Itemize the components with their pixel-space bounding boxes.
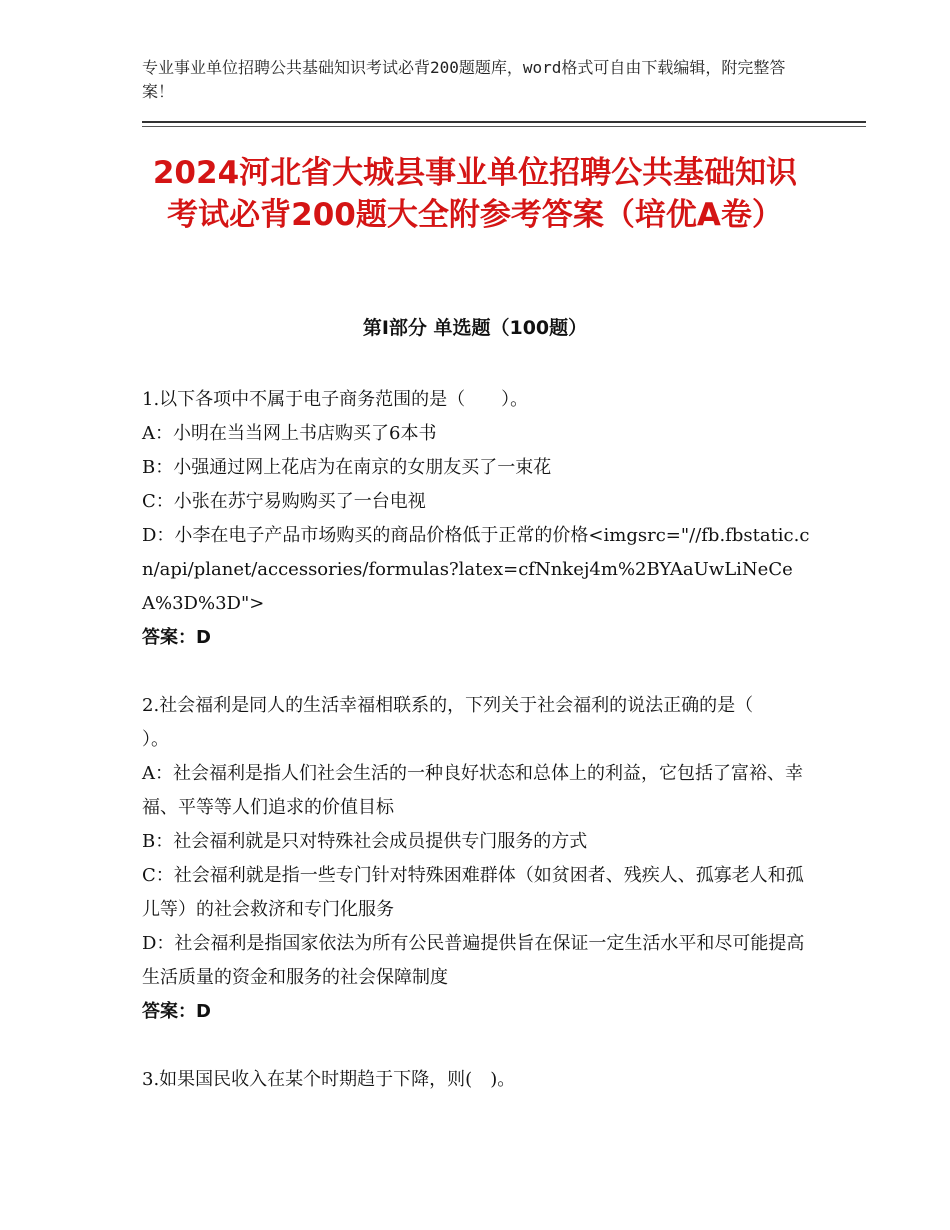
option-a: A：社会福利是指人们社会生活的一种良好状态和总体上的利益，它包括了富裕、幸福、平等等人们追求的价值目标	[142, 763, 803, 818]
header-note: 专业事业单位招聘公共基础知识考试必背200题题库，word格式可自由下载编辑，附完整答案！	[142, 58, 786, 101]
header-divider	[142, 121, 866, 123]
option-b: B：小强通过网上花店为在南京的女朋友买了一束花	[142, 457, 552, 478]
question-text: 2.社会福利是同人的生活幸福相联系的，下列关于社会福利的说法正确的是（ ）。	[142, 695, 790, 750]
question-3	[142, 1063, 812, 1097]
question-text: 1.以下各项中不属于电子商务范围的是（ ）。	[142, 389, 529, 410]
answer-label: 答案：D	[142, 1001, 211, 1022]
answer-label: 答案：D	[142, 627, 211, 648]
document-title: 2024河北省大城县事业单位招聘公共基础知识考试必背200题大全附参考答案（培优A卷）	[152, 155, 798, 233]
header-divider-thin	[142, 126, 866, 127]
option-d: D：社会福利是指国家依法为所有公民普遍提供旨在保证一定生活水平和尽可能提高生活质量的资金和服务的社会保障制度	[142, 933, 805, 988]
question-2	[142, 689, 812, 1029]
option-c: C：社会福利就是指一些专门针对特殊困难群体（如贫困者、残疾人、孤寡老人和孤儿等）的社会救济和专门化服务	[142, 865, 804, 920]
section-heading: 第Ⅰ部分 单选题（100题）	[362, 317, 588, 339]
option-a: A：小明在当当网上书店购买了6本书	[142, 423, 437, 444]
option-d: D：小李在电子产品市场购买的商品价格低于正常的价格<imgsrc="//fb.fbstatic.cn/api/planet/accessories/formulas?latex=cfNnkej4m%2BYAaUwLiNeCeA%3D%3D">	[142, 525, 810, 614]
option-c: C：小张在苏宁易购购买了一台电视	[142, 491, 426, 512]
question-text: 3.如果国民收入在某个时期趋于下降，则( )。	[142, 1069, 516, 1090]
question-list	[142, 383, 812, 1131]
option-b: B：社会福利就是只对特殊社会成员提供专门服务的方式	[142, 831, 588, 852]
question-1	[142, 383, 812, 655]
